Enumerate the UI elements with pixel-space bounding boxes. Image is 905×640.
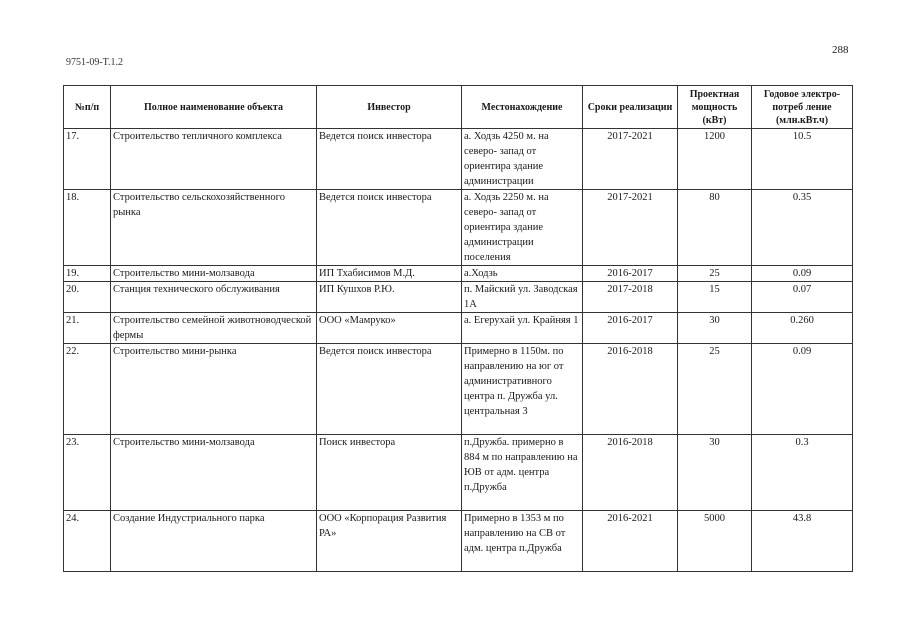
cell-number: 23. [64, 435, 111, 511]
cell-number: 20. [64, 282, 111, 313]
column-header-consumption: Годовое электро-потреб ление (млн.кВт.ч) [752, 86, 853, 129]
page-number: 288 [832, 44, 849, 56]
cell-number: 22. [64, 344, 111, 435]
cell-number: 21. [64, 313, 111, 344]
cell-location: Примерно в 1353 м по направлению на СВ от адм. центра п.Дружба [462, 511, 583, 572]
column-header-number: №п/п [64, 86, 111, 129]
cell-period: 2017-2018 [583, 282, 678, 313]
cell-power: 5000 [678, 511, 752, 572]
table-row [64, 190, 853, 266]
table-header-row [64, 86, 853, 129]
cell-period: 2016-2021 [583, 511, 678, 572]
cell-name: Строительство мини-молзавода [111, 435, 317, 511]
cell-investor: Ведется поиск инвестора [317, 344, 462, 435]
cell-consumption: 10.5 [752, 129, 853, 190]
cell-power: 80 [678, 190, 752, 266]
cell-investor: ИП Тхабисимов М.Д. [317, 266, 462, 282]
cell-name: Станция технического обслуживания [111, 282, 317, 313]
cell-power: 1200 [678, 129, 752, 190]
column-header-power: Проектная мощность (кВт) [678, 86, 752, 129]
cell-period: 2016-2017 [583, 266, 678, 282]
table-row [64, 313, 853, 344]
cell-power: 25 [678, 266, 752, 282]
cell-name: Строительство семейной животноводческой фермы [111, 313, 317, 344]
cell-location: п.Дружба. примерно в 884 м по направлению на ЮВ от адм. центра п.Дружба [462, 435, 583, 511]
cell-location: а. Егерухай ул. Крайняя 1 [462, 313, 583, 344]
cell-period: 2016-2018 [583, 435, 678, 511]
cell-period: 2017-2021 [583, 190, 678, 266]
table-row [64, 129, 853, 190]
cell-power: 30 [678, 313, 752, 344]
table-row [64, 266, 853, 282]
column-header-investor: Инвестор [317, 86, 462, 129]
cell-consumption: 43.8 [752, 511, 853, 572]
cell-investor: Ведется поиск инвестора [317, 190, 462, 266]
cell-investor: Поиск инвестора [317, 435, 462, 511]
cell-name: Строительство мини-рынка [111, 344, 317, 435]
cell-power: 30 [678, 435, 752, 511]
cell-investor: ООО «Мамруко» [317, 313, 462, 344]
cell-consumption: 0.3 [752, 435, 853, 511]
cell-consumption: 0.07 [752, 282, 853, 313]
table-row [64, 511, 853, 572]
cell-consumption: 0.09 [752, 344, 853, 435]
column-header-location: Местонахождение [462, 86, 583, 129]
column-header-period: Сроки реализации [583, 86, 678, 129]
column-header-name: Полное наименование объекта [111, 86, 317, 129]
cell-location: Примерно в 1150м. по направлению на юг от административного центра п. Дружба ул. центральная 3 [462, 344, 583, 435]
cell-number: 19. [64, 266, 111, 282]
cell-investor: ООО «Корпорация Развития РА» [317, 511, 462, 572]
cell-location: а. Ходзь 2250 м. на северо- запад от ориентира здание администрации поселения [462, 190, 583, 266]
table-row [64, 282, 853, 313]
cell-number: 17. [64, 129, 111, 190]
cell-number: 24. [64, 511, 111, 572]
cell-consumption: 0.260 [752, 313, 853, 344]
cell-name: Строительство сельскохозяйственного рынка [111, 190, 317, 266]
cell-consumption: 0.35 [752, 190, 853, 266]
cell-investor: Ведется поиск инвестора [317, 129, 462, 190]
cell-name: Строительство мини-молзавода [111, 266, 317, 282]
cell-period: 2017-2021 [583, 129, 678, 190]
cell-number: 18. [64, 190, 111, 266]
cell-consumption: 0.09 [752, 266, 853, 282]
table-row [64, 435, 853, 511]
document-code: 9751-09-T.1.2 [66, 57, 124, 68]
cell-period: 2016-2018 [583, 344, 678, 435]
cell-name: Строительство тепличного комплекса [111, 129, 317, 190]
cell-name: Создание Индустриального парка [111, 511, 317, 572]
investment-projects-table [63, 85, 853, 572]
cell-power: 25 [678, 344, 752, 435]
cell-investor: ИП Кушхов Р.Ю. [317, 282, 462, 313]
cell-location: а.Ходзь [462, 266, 583, 282]
cell-period: 2016-2017 [583, 313, 678, 344]
cell-location: а. Ходзь 4250 м. на северо- запад от ориентира здание администрации [462, 129, 583, 190]
cell-power: 15 [678, 282, 752, 313]
cell-location: п. Майский ул. Заводская 1А [462, 282, 583, 313]
table-row [64, 344, 853, 435]
